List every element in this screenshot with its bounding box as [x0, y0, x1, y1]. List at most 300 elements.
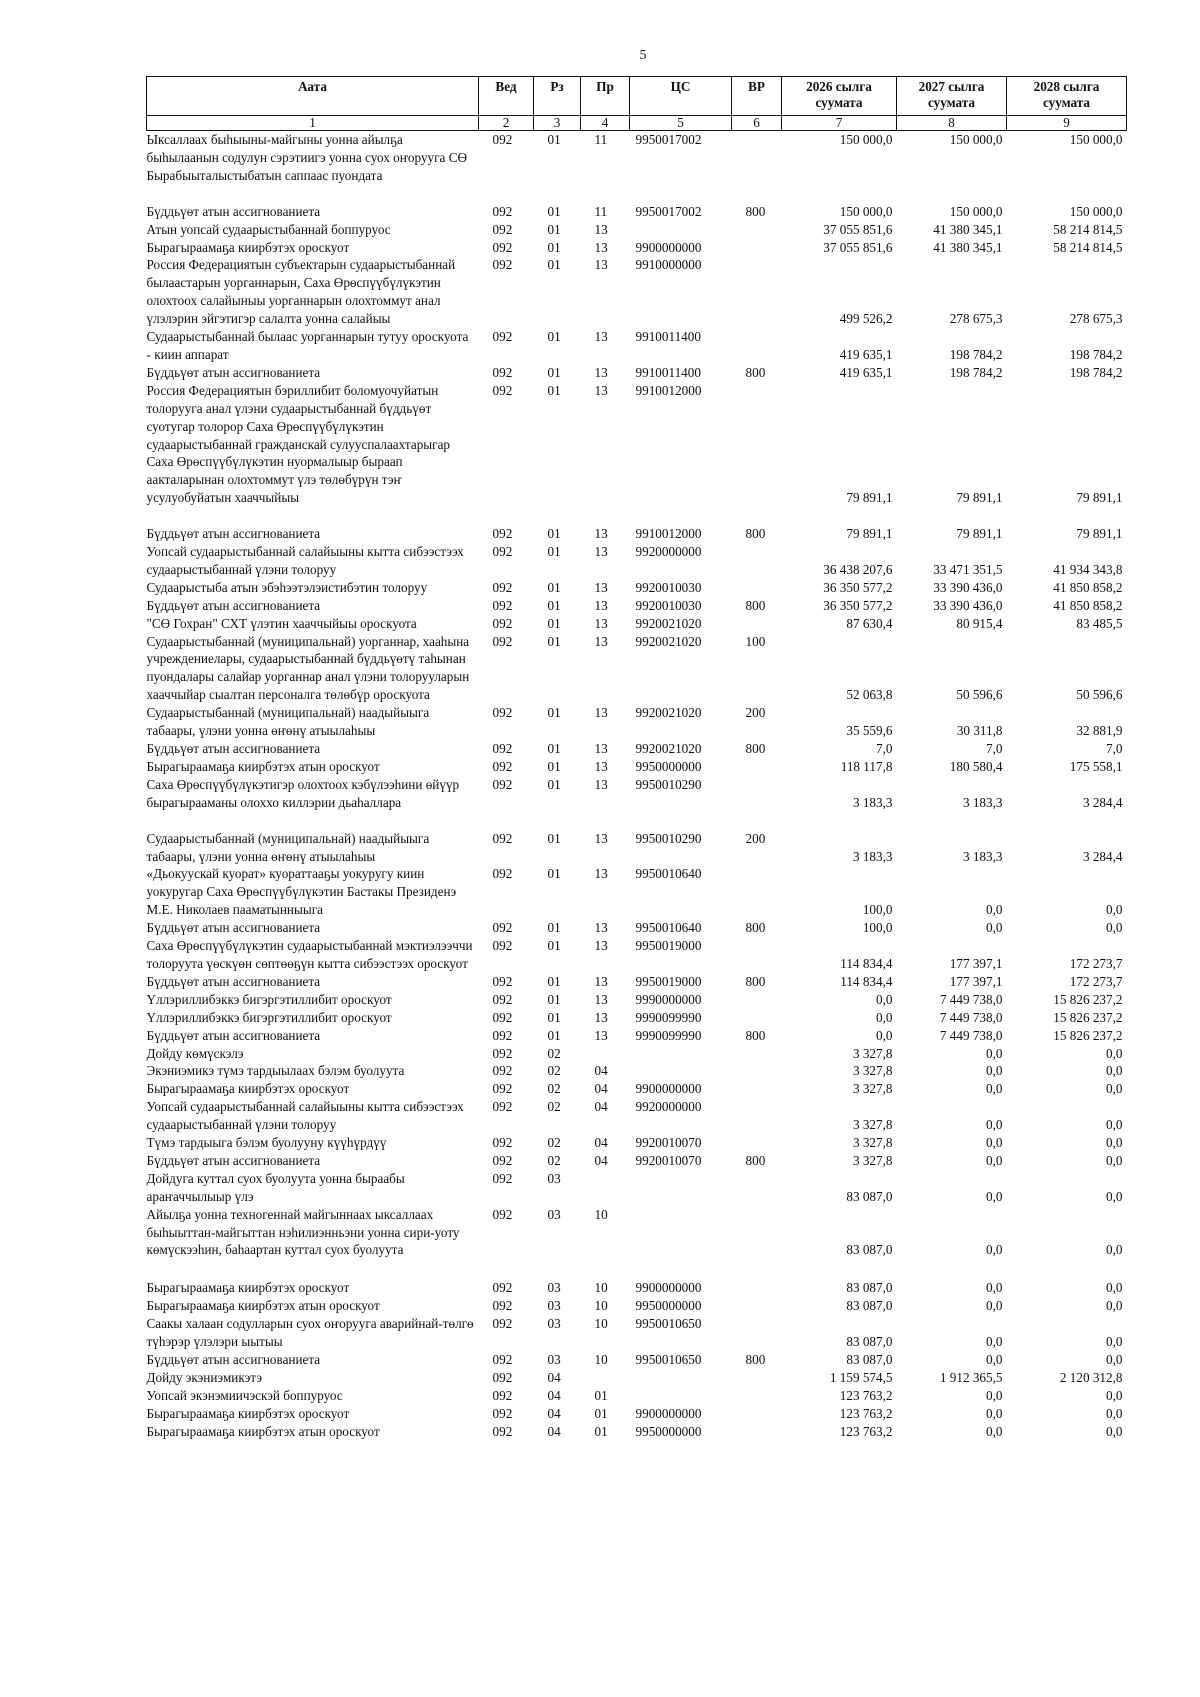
row-vr — [732, 1369, 782, 1387]
row-amount-2026: 100,0 — [862, 920, 893, 936]
row-vr — [732, 1297, 782, 1315]
column-number: 1 — [147, 116, 479, 131]
row-amount-2028: 0,0 — [1106, 1334, 1123, 1350]
row-vr — [732, 776, 782, 830]
row-cs — [630, 1206, 732, 1280]
table-row — [147, 776, 1127, 830]
column-number: 6 — [732, 116, 782, 131]
row-amount-2028: 0,0 — [1106, 1405, 1123, 1421]
row-name: «Дьокуускай куорат» куораттааҕы уокуругу киин уокуругар Саха Өрөспүүбүлүкэтин Бастакы Президенэ М.Е. Николаев пааматынныыга — [146, 866, 457, 918]
table-row — [147, 973, 1127, 991]
row-amount-2028: 3 284,4 — [1082, 848, 1123, 864]
row-amount-2026: 3 327,8 — [852, 1117, 893, 1133]
row-pr: 13 — [594, 758, 608, 774]
row-rz: 01 — [547, 615, 561, 631]
row-vr — [732, 1080, 782, 1098]
table-row — [147, 758, 1127, 776]
row-pr: 13 — [594, 364, 608, 380]
row-ved: 092 — [492, 1316, 513, 1332]
row-ved: 092 — [492, 1405, 513, 1421]
row-vr — [732, 1062, 782, 1080]
table-row — [147, 1387, 1127, 1405]
row-cs: 9950010290 — [635, 830, 702, 846]
row-cs: 9900000000 — [635, 239, 702, 255]
row-amount-2028: 0,0 — [1106, 1387, 1123, 1403]
row-pr: 13 — [594, 257, 608, 273]
header-rz: Рз — [534, 77, 581, 116]
row-name: Бырагыраамаҕа киирбэтэх ороскуот — [146, 239, 350, 255]
row-cs: 9950010640 — [635, 920, 702, 936]
table-row — [147, 1351, 1127, 1369]
budget-table — [146, 76, 1127, 1441]
row-vr — [732, 382, 782, 525]
row-rz: 02 — [547, 1063, 561, 1079]
table-row — [147, 256, 1127, 328]
row-name: Бүддьүөт атын ассигнованиета — [146, 973, 321, 989]
row-amount-2028: 150 000,0 — [1069, 203, 1123, 219]
row-vr — [732, 1098, 782, 1134]
row-amount-2027: 0,0 — [986, 1242, 1003, 1258]
row-vr: 800 — [745, 1027, 766, 1043]
row-pr: 13 — [594, 920, 608, 936]
row-amount-2026: 0,0 — [876, 991, 893, 1007]
row-cs: 9910011400 — [635, 364, 701, 380]
row-pr: 04 — [594, 1063, 608, 1079]
row-vr — [732, 758, 782, 776]
column-number: 3 — [534, 116, 581, 131]
row-amount-2026: 118 117,8 — [840, 758, 893, 774]
row-amount-2027: 0,0 — [986, 1045, 1003, 1061]
row-name: Бүддьүөт атын ассигнованиета — [146, 203, 321, 219]
row-amount-2027: 33 390 436,0 — [933, 597, 1003, 613]
row-cs: 9920010030 — [635, 597, 702, 613]
row-cs: 9950000000 — [635, 1298, 702, 1314]
row-ved: 092 — [492, 526, 513, 542]
row-ved: 092 — [492, 1063, 513, 1079]
row-pr: 13 — [594, 741, 608, 756]
row-vr — [732, 239, 782, 257]
row-amount-2026: 1 159 574,5 — [829, 1369, 893, 1385]
table-row — [147, 239, 1127, 257]
row-amount-2027: 1 912 365,5 — [939, 1369, 1003, 1385]
row-name: Айылҕа уонна техногеннай майгыннаах ыксаллаах быһыыттан-майгыттан нэһилиэнньэни уонна сири-уоту көмүскээһин, баһаартан куттал суох буолуута — [146, 1206, 460, 1258]
row-vr: 200 — [745, 705, 766, 721]
row-amount-2026: 150 000,0 — [839, 132, 893, 147]
row-rz: 01 — [547, 758, 561, 774]
table-row — [147, 1134, 1127, 1152]
header-2027: 2027 сылга суумата — [897, 77, 1007, 116]
row-pr: 10 — [594, 1280, 608, 1296]
row-amount-2027: 7 449 738,0 — [939, 1009, 1003, 1025]
row-name: Судаарыстыбаннай былаас уорганнарын тутуу ороскуота - киин аппарат — [146, 329, 469, 362]
row-amount-2027: 0,0 — [986, 1081, 1003, 1097]
row-vr — [732, 1170, 782, 1206]
table-row — [147, 1062, 1127, 1080]
row-cs: 9910012000 — [635, 526, 702, 542]
row-pr: 13 — [594, 866, 608, 882]
row-name: Бүддьүөт атын ассигнованиета — [146, 526, 321, 542]
row-ved: 092 — [492, 1387, 513, 1403]
row-vr — [732, 221, 782, 239]
row-name: Дойду көмүскэлэ — [146, 1045, 244, 1061]
row-vr: 800 — [745, 1152, 766, 1168]
row-cs — [630, 1045, 732, 1063]
row-amount-2028: 41 934 343,8 — [1053, 561, 1123, 577]
row-amount-2026: 36 350 577,2 — [823, 597, 893, 613]
row-amount-2027: 150 000,0 — [949, 132, 1003, 147]
row-rz: 01 — [547, 991, 561, 1007]
row-amount-2028: 79 891,1 — [1076, 490, 1123, 506]
row-name: Судаарыстыбаннай (муниципальнай) уорганнар, хааһына учреждениелары, судаарыстыбаннай бүддьүөтү таһынан пуондалары салайар уорганнар анал үлэни толорууларын хааччыйар сыалтан персоналга төлөбүр ороскуота — [146, 633, 470, 703]
row-pr: 13 — [594, 526, 608, 542]
row-amount-2027: 0,0 — [986, 1298, 1003, 1314]
row-amount-2028: 0,0 — [1106, 1188, 1123, 1204]
row-amount-2026: 79 891,1 — [846, 526, 893, 542]
row-ved: 092 — [492, 257, 513, 273]
column-number: 4 — [581, 116, 630, 131]
row-ved: 092 — [492, 382, 513, 398]
row-ved: 092 — [492, 938, 513, 954]
row-ved: 092 — [492, 239, 513, 255]
table-row — [147, 1206, 1127, 1280]
row-name: Россия Федерациятын субъектарын судаарыстыбаннай былаастарын уорганнарын, Саха Өрөспүүбүлүкэтин олохтоох салайыныы уорганнарын олохтоммут анал үлэлэрин эйгэтигэр салалта уонна салайыы — [146, 257, 456, 327]
table-row — [147, 937, 1127, 973]
row-vr: 800 — [745, 597, 766, 613]
row-ved: 092 — [492, 830, 513, 846]
row-rz: 01 — [547, 329, 561, 345]
row-rz: 03 — [547, 1352, 561, 1367]
row-amount-2026: 83 087,0 — [846, 1352, 893, 1367]
row-rz: 01 — [547, 579, 561, 595]
row-pr: 04 — [594, 1099, 608, 1115]
row-pr: 13 — [594, 239, 608, 255]
table-row — [147, 221, 1127, 239]
row-ved: 092 — [492, 1152, 513, 1168]
row-cs: 9950010650 — [635, 1352, 702, 1367]
row-rz: 03 — [547, 1170, 561, 1186]
row-cs: 9950000000 — [635, 1423, 702, 1439]
table-row — [147, 1369, 1127, 1387]
row-amount-2028: 0,0 — [1106, 1135, 1123, 1151]
row-amount-2028: 0,0 — [1106, 1117, 1123, 1133]
row-name: Бүддьүөт атын ассигнованиета — [146, 597, 321, 613]
row-pr: 13 — [594, 544, 608, 560]
row-pr — [581, 1045, 630, 1063]
row-amount-2027: 0,0 — [986, 1135, 1003, 1151]
row-ved: 092 — [492, 221, 513, 237]
row-name: Бырагыраамаҕа киирбэтэх атын ороскуот — [146, 1298, 380, 1314]
row-amount-2028: 32 881,9 — [1076, 723, 1123, 739]
row-amount-2026: 150 000,0 — [839, 203, 893, 219]
row-ved: 092 — [492, 776, 513, 792]
row-pr: 10 — [594, 1298, 608, 1314]
row-amount-2026: 87 630,4 — [846, 615, 893, 631]
row-rz: 01 — [547, 705, 561, 721]
row-vr — [732, 256, 782, 328]
row-name: Россия Федерациятын бэриллибит боломуочуйатын толорууга анал үлэни судаарыстыбаннай бүддьүөт суотугар толорор Саха Өрөспүүбүлүкэтин судаарыстыбаннай гражданскай сулууспалаахтарыгар Саха Өрөспүүбүлүкэтин нуормалыыр быраап аакталарынан олохтоммут үлэ төлөбүрүн тэҥ усулуобуйатын хааччыйыы — [146, 382, 451, 506]
row-amount-2028: 0,0 — [1106, 1352, 1123, 1367]
row-rz: 02 — [547, 1135, 561, 1151]
column-number: 8 — [897, 116, 1007, 131]
row-name: Бүддьүөт атын ассигнованиета — [146, 1152, 321, 1168]
row-pr: 13 — [594, 1009, 608, 1025]
row-ved: 092 — [492, 364, 513, 380]
row-cs: 9990099990 — [635, 1009, 702, 1025]
row-name: Бүддьүөт атын ассигнованиета — [146, 1027, 321, 1043]
table-row — [147, 579, 1127, 597]
row-amount-2026: 0,0 — [876, 1027, 893, 1043]
row-amount-2026: 0,0 — [876, 1009, 893, 1025]
row-cs: 9950010640 — [635, 866, 702, 882]
row-name: Судаарыстыба атын эбэһээтэлэистибэтин толоруу — [146, 579, 428, 595]
row-name: Саха Өрөспүүбүлүкэтигэр олохтоох кэбүлээһини өйүүр бырагырааманы олоххо киллэрии дьаһаллара — [146, 776, 460, 810]
row-amount-2028: 198 784,2 — [1069, 346, 1123, 362]
table-row — [147, 131, 1127, 203]
row-ved: 092 — [492, 973, 513, 989]
row-pr: 04 — [594, 1081, 608, 1097]
row-ved: 092 — [492, 920, 513, 936]
table-row — [147, 525, 1127, 543]
row-cs: 9990000000 — [635, 991, 702, 1007]
table-row — [147, 615, 1127, 633]
row-cs: 9920000000 — [635, 1099, 702, 1115]
row-ved: 092 — [492, 991, 513, 1007]
row-cs: 9950000000 — [635, 758, 702, 774]
row-amount-2027: 3 183,3 — [962, 848, 1003, 864]
row-amount-2028: 41 850 858,2 — [1053, 597, 1123, 613]
row-amount-2026: 114 834,4 — [840, 955, 893, 971]
row-cs: 9950010650 — [635, 1316, 702, 1332]
row-rz: 01 — [547, 526, 561, 542]
row-ved: 092 — [492, 615, 513, 631]
row-rz: 01 — [547, 938, 561, 954]
row-rz: 01 — [547, 633, 561, 649]
row-amount-2026: 83 087,0 — [846, 1298, 893, 1314]
row-amount-2027: 0,0 — [986, 1063, 1003, 1079]
row-ved: 092 — [492, 544, 513, 560]
row-ved: 092 — [492, 1206, 513, 1222]
row-ved: 092 — [492, 1081, 513, 1097]
row-rz: 03 — [547, 1206, 561, 1222]
table-row — [147, 1423, 1127, 1441]
row-pr: 13 — [594, 830, 608, 846]
row-vr — [732, 1405, 782, 1423]
header-cs: ЦС — [630, 77, 732, 116]
row-ved: 092 — [492, 633, 513, 649]
header-2026: 2026 сылга суумата — [782, 77, 897, 116]
table-row — [147, 1170, 1127, 1206]
row-amount-2026: 35 559,6 — [846, 723, 893, 739]
row-vr — [732, 579, 782, 597]
row-pr: 13 — [594, 579, 608, 595]
row-amount-2026: 37 055 851,6 — [823, 239, 893, 255]
row-cs: 9950019000 — [635, 973, 702, 989]
row-pr: 13 — [594, 991, 608, 1007]
row-rz: 04 — [547, 1405, 561, 1421]
column-number-row — [147, 116, 1127, 131]
row-pr: 01 — [594, 1405, 608, 1421]
row-ved: 092 — [492, 132, 513, 147]
row-amount-2027: 0,0 — [986, 1387, 1003, 1403]
row-amount-2026: 419 635,1 — [839, 346, 893, 362]
row-pr: 04 — [594, 1152, 608, 1168]
row-ved: 092 — [492, 597, 513, 613]
row-name: Дойду экэниэмикэтэ — [146, 1369, 263, 1385]
row-name: Үллэриллибэккэ бигэргэтиллибит ороскуот — [146, 1009, 392, 1025]
row-ved: 092 — [492, 1280, 513, 1296]
row-amount-2027: 177 397,1 — [949, 973, 1003, 989]
header-pr: Пр — [581, 77, 630, 116]
row-rz: 01 — [547, 132, 561, 147]
row-amount-2026: 83 087,0 — [846, 1280, 893, 1296]
row-pr: 11 — [594, 203, 608, 219]
row-ved: 092 — [492, 329, 513, 345]
row-amount-2027: 79 891,1 — [956, 526, 1003, 542]
row-amount-2027: 7 449 738,0 — [939, 1027, 1003, 1043]
row-amount-2028: 0,0 — [1106, 1081, 1123, 1097]
row-ved: 092 — [492, 758, 513, 774]
row-amount-2028: 172 273,7 — [1069, 973, 1123, 989]
row-amount-2026: 3 183,3 — [852, 848, 893, 864]
row-cs: 9950017002 — [635, 203, 702, 219]
row-name: Бүддьүөт атын ассигнованиета — [146, 920, 321, 936]
row-pr: 10 — [594, 1352, 608, 1367]
row-pr: 01 — [594, 1423, 608, 1439]
column-number: 9 — [1007, 116, 1127, 131]
row-amount-2027: 80 915,4 — [956, 615, 1003, 631]
row-amount-2028: 198 784,2 — [1069, 364, 1123, 380]
row-ved: 092 — [492, 1298, 513, 1314]
row-amount-2026: 83 087,0 — [846, 1188, 893, 1204]
row-amount-2028: 58 214 814,5 — [1053, 221, 1123, 237]
row-amount-2026: 100,0 — [862, 902, 893, 918]
row-rz: 01 — [547, 1009, 561, 1025]
row-amount-2028: 0,0 — [1106, 1063, 1123, 1079]
row-rz: 01 — [547, 544, 561, 560]
row-pr — [581, 1170, 630, 1206]
row-cs: 9910011400 — [635, 329, 701, 345]
row-name: Судаарыстыбаннай (муниципальнай) наадыйыыга табаары, үлэни уонна өҥөнү атыылаһыы — [146, 705, 430, 739]
row-vr: 800 — [745, 364, 766, 380]
row-amount-2026: 79 891,1 — [846, 490, 893, 506]
row-amount-2028: 41 850 858,2 — [1053, 579, 1123, 595]
row-ved: 092 — [492, 866, 513, 882]
row-cs: 9920000000 — [635, 544, 702, 560]
column-number: 2 — [479, 116, 534, 131]
table-row — [147, 364, 1127, 382]
row-amount-2026: 419 635,1 — [839, 364, 893, 380]
row-rz: 01 — [547, 776, 561, 792]
row-amount-2027: 7 449 738,0 — [939, 991, 1003, 1007]
row-ved: 092 — [492, 203, 513, 219]
row-ved: 092 — [492, 705, 513, 721]
row-amount-2027: 79 891,1 — [956, 490, 1003, 506]
row-name: Түмэ тардыыга бэлэм буолууну күүһүрдүү — [146, 1135, 387, 1151]
row-pr: 11 — [594, 132, 608, 147]
row-rz: 04 — [547, 1369, 561, 1385]
row-amount-2026: 3 327,8 — [852, 1045, 893, 1061]
row-vr — [732, 131, 782, 203]
row-amount-2026: 3 183,3 — [852, 794, 893, 810]
row-vr — [732, 543, 782, 579]
row-ved: 092 — [492, 1170, 513, 1186]
row-rz: 01 — [547, 239, 561, 255]
row-cs: 9950010290 — [635, 776, 702, 792]
row-name: Бүддьүөт атын ассигнованиета — [146, 741, 321, 756]
table-row — [147, 1279, 1127, 1297]
row-amount-2027: 0,0 — [986, 1152, 1003, 1168]
row-rz: 01 — [547, 830, 561, 846]
row-amount-2027: 0,0 — [986, 1334, 1003, 1350]
header-ved: Вед — [479, 77, 534, 116]
row-name: Атын уопсай судаарыстыбаннай боппуруос — [146, 221, 391, 237]
table-row — [147, 1405, 1127, 1423]
row-pr: 13 — [594, 382, 608, 398]
table-row — [147, 543, 1127, 579]
row-amount-2026: 83 087,0 — [846, 1334, 893, 1350]
row-cs: 9900000000 — [635, 1405, 702, 1421]
row-amount-2028: 0,0 — [1106, 1152, 1123, 1168]
row-amount-2026: 7,0 — [876, 741, 893, 756]
table-body — [147, 131, 1127, 1441]
row-amount-2027: 30 311,8 — [956, 723, 1003, 739]
row-amount-2027: 0,0 — [986, 920, 1003, 936]
table-row — [147, 1152, 1127, 1170]
row-amount-2027: 0,0 — [986, 1352, 1003, 1367]
row-amount-2027: 0,0 — [986, 1280, 1003, 1296]
row-cs: 9920021020 — [635, 741, 702, 756]
row-amount-2026: 36 350 577,2 — [823, 579, 893, 595]
row-pr: 13 — [594, 329, 608, 345]
row-amount-2027: 0,0 — [986, 1117, 1003, 1133]
row-ved: 092 — [492, 1135, 513, 1151]
row-rz: 03 — [547, 1280, 561, 1296]
row-amount-2027: 180 580,4 — [949, 758, 1003, 774]
row-name: "СӨ Гохран" СХТ үлэтин хааччыйыы ороскуота — [146, 615, 417, 631]
row-cs — [630, 1062, 732, 1080]
row-ved: 092 — [492, 1352, 513, 1367]
row-pr: 13 — [594, 221, 608, 237]
row-amount-2026: 37 055 851,6 — [823, 221, 893, 237]
row-cs: 9950017002 — [635, 132, 702, 147]
row-amount-2028: 172 273,7 — [1069, 955, 1123, 971]
table-row — [147, 991, 1127, 1009]
row-vr: 800 — [745, 741, 766, 756]
row-amount-2028: 7,0 — [1106, 741, 1123, 756]
row-pr: 13 — [594, 705, 608, 721]
row-vr: 800 — [745, 920, 766, 936]
row-cs: 9920010070 — [635, 1135, 702, 1151]
row-amount-2026: 3 327,8 — [852, 1152, 893, 1168]
row-cs: 9990099990 — [635, 1027, 702, 1043]
row-amount-2027: 7,0 — [986, 741, 1003, 756]
row-ved: 092 — [492, 1027, 513, 1043]
row-amount-2027: 50 596,6 — [956, 687, 1003, 703]
row-name: Бырагыраамаҕа киирбэтэх атын ороскуот — [146, 1423, 380, 1439]
row-ved: 092 — [492, 1369, 513, 1385]
row-ved: 092 — [492, 1045, 513, 1061]
table-row — [147, 597, 1127, 615]
row-amount-2028: 83 485,5 — [1076, 615, 1123, 631]
row-vr — [732, 1387, 782, 1405]
row-amount-2028: 15 826 237,2 — [1053, 991, 1123, 1007]
row-ved: 092 — [492, 1009, 513, 1025]
row-name: Бырагыраамаҕа киирбэтэх ороскуот — [146, 1280, 350, 1296]
row-vr — [732, 1045, 782, 1063]
row-name: Судаарыстыбаннай (муниципальнай) наадыйыыга табаары, үлэни уонна өҥөнү атыылаһыы — [146, 830, 430, 864]
column-number: 7 — [782, 116, 897, 131]
row-name: Бүддьүөт атын ассигнованиета — [146, 364, 321, 380]
